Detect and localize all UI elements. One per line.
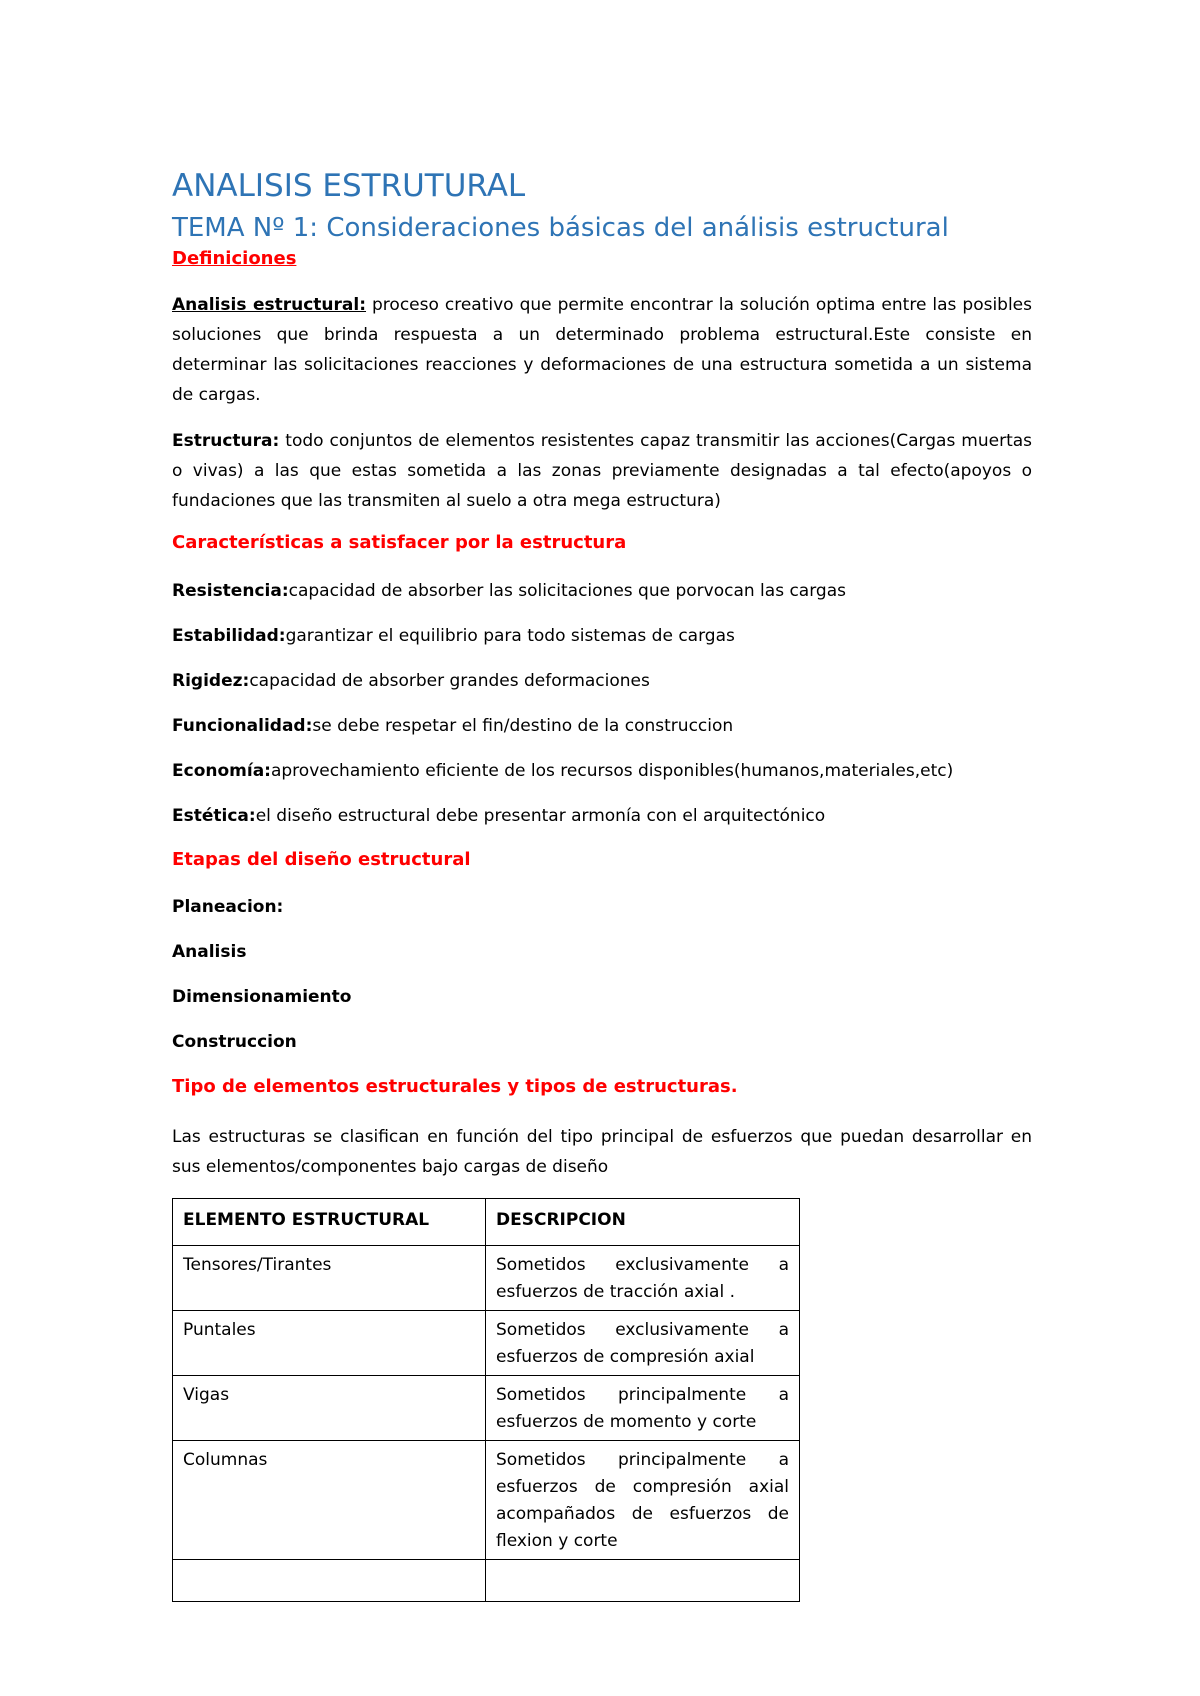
- table-cell-element: Vigas: [173, 1376, 486, 1441]
- estructura-paragraph: [172, 426, 1032, 516]
- characteristic-text: garantizar el equilibrio para todo sistemas de cargas: [285, 626, 735, 646]
- table-cell-element: Puntales: [173, 1311, 486, 1376]
- characteristic-item: [172, 802, 1032, 830]
- characteristics-heading: Características a satisfacer por la estructura: [172, 532, 627, 553]
- characteristic-item: [172, 577, 1032, 605]
- table-cell-description: Sometidos principalmente a esfuerzos de compresión axial acompañados de esfuerzos de flexion y corte: [486, 1441, 800, 1560]
- characteristic-term: Resistencia:: [172, 581, 289, 601]
- stage-item: Analisis: [172, 942, 247, 962]
- characteristic-item: [172, 622, 1032, 650]
- types-paragraph: Las estructuras se clasifican en función del tipo principal de esfuerzos que puedan desarrollar en sus elementos/componentes bajo cargas de diseño: [172, 1127, 1032, 1177]
- characteristic-term: Economía:: [172, 761, 271, 781]
- characteristic-item: [172, 667, 1032, 695]
- characteristic-item: [172, 757, 1032, 785]
- table-cell-element: Tensores/Tirantes: [173, 1246, 486, 1311]
- table-row: [173, 1246, 800, 1311]
- characteristic-term: Estética:: [172, 806, 256, 826]
- table-row: [173, 1441, 800, 1560]
- types-heading: Tipo de elementos estructurales y tipos de estructuras.: [172, 1076, 738, 1097]
- document-title: ANALISIS ESTRUTURAL: [172, 168, 526, 204]
- table-cell-description: [486, 1560, 800, 1602]
- table-cell-element: Columnas: [173, 1441, 486, 1560]
- characteristic-term: Funcionalidad:: [172, 716, 313, 736]
- elements-table: [172, 1198, 800, 1602]
- stage-item: Planeacion:: [172, 897, 284, 917]
- characteristic-text: capacidad de absorber grandes deformaciones: [249, 671, 650, 691]
- table-cell-description: Sometidos exclusivamente a esfuerzos de compresión axial: [486, 1311, 800, 1376]
- table-row: [173, 1311, 800, 1376]
- table-header-cell: ELEMENTO ESTRUCTURAL: [173, 1199, 486, 1246]
- document-subtitle: TEMA Nº 1: Consideraciones básicas del análisis estructural: [172, 213, 949, 243]
- table-cell-element: [173, 1560, 486, 1602]
- characteristic-term: Rigidez:: [172, 671, 250, 691]
- table-header-cell: DESCRIPCION: [486, 1199, 800, 1246]
- table-header-row: [173, 1199, 800, 1246]
- stages-heading: Etapas del diseño estructural: [172, 849, 471, 870]
- table-cell-description: Sometidos exclusivamente a esfuerzos de tracción axial .: [486, 1246, 800, 1311]
- stage-item: Construccion: [172, 1032, 297, 1052]
- definitions-heading-text: Definiciones: [172, 248, 297, 269]
- estructura-text: todo conjuntos de elementos resistentes capaz transmitir las acciones(Cargas muertas o vivas) a las que estas sometida a las zonas previamente designadas a tal efecto(apoyos o fundaciones que las transmiten al suelo a otra mega estructura): [172, 431, 1033, 511]
- analisis-text: proceso creativo que permite encontrar la solución optima entre las posibles soluciones que brinda respuesta a un determinado problema estructural.Este consiste en determinar las solicitaciones reacciones y deformaciones de una estructura sometida a un sistema de cargas.: [172, 295, 1033, 405]
- analisis-paragraph: [172, 290, 1032, 410]
- definitions-heading: [172, 248, 1032, 269]
- characteristic-text: capacidad de absorber las solicitaciones que porvocan las cargas: [288, 581, 846, 601]
- characteristic-text: el diseño estructural debe presentar armonía con el arquitectónico: [255, 806, 826, 826]
- characteristic-text: aprovechamiento eficiente de los recursos disponibles(humanos,materiales,etc): [270, 761, 954, 781]
- characteristic-text: se debe respetar el fin/destino de la construccion: [312, 716, 734, 736]
- table-row: [173, 1560, 800, 1602]
- stage-item: Dimensionamiento: [172, 987, 352, 1007]
- analisis-term: Analisis estructural:: [172, 295, 367, 315]
- estructura-term: Estructura:: [172, 431, 280, 451]
- table-row: [173, 1376, 800, 1441]
- characteristic-term: Estabilidad:: [172, 626, 286, 646]
- table-cell-description: Sometidos principalmente a esfuerzos de momento y corte: [486, 1376, 800, 1441]
- characteristic-item: [172, 712, 1032, 740]
